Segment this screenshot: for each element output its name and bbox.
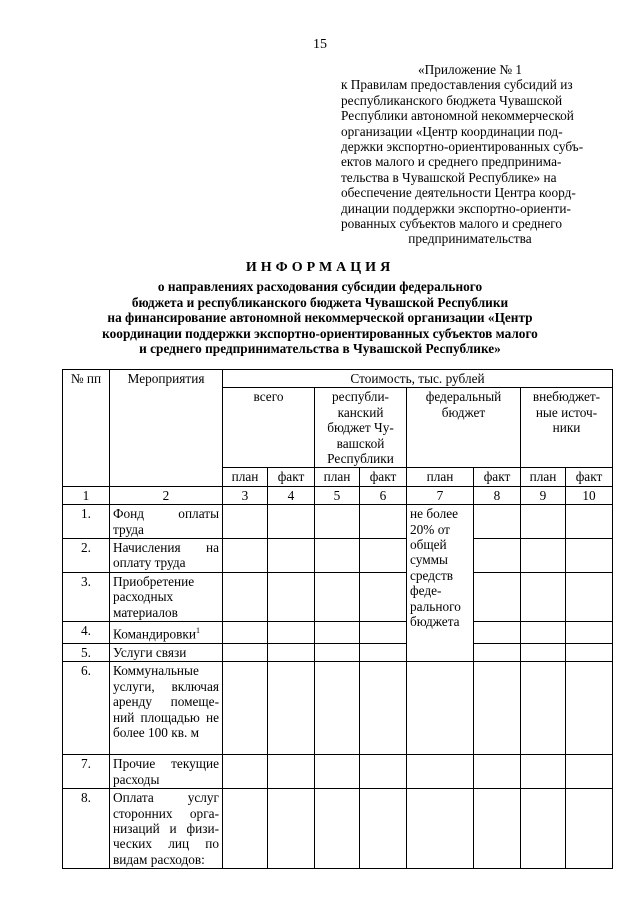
federal-note: не более 20% от общей суммы средств феде-рального бюджета xyxy=(407,505,474,662)
column-number: 5 xyxy=(315,486,360,504)
cell xyxy=(474,505,521,539)
table-row xyxy=(63,789,613,869)
cell xyxy=(521,622,566,644)
appendix-line: ектов малого и среднего предпринима- xyxy=(341,154,562,170)
column-number: 3 xyxy=(223,486,268,504)
cell xyxy=(360,572,407,621)
cell xyxy=(566,662,613,755)
cell xyxy=(268,662,315,755)
cell xyxy=(315,755,360,789)
subtitle-line: координации поддержки экспортно-ориентированных субъектов малого xyxy=(102,325,538,341)
table-row xyxy=(63,643,613,661)
cell xyxy=(521,789,566,869)
cell xyxy=(360,755,407,789)
appendix-block xyxy=(341,62,599,247)
cell xyxy=(223,505,268,539)
cell xyxy=(360,622,407,644)
cell xyxy=(474,572,521,621)
cell xyxy=(268,572,315,621)
cell xyxy=(407,662,474,755)
column-number: 2 xyxy=(110,486,223,504)
cell xyxy=(474,755,521,789)
cell xyxy=(315,539,360,573)
header-plan: план xyxy=(315,468,360,486)
cell xyxy=(268,643,315,661)
table-row xyxy=(63,572,613,621)
appendix-line: предпринимательства xyxy=(408,231,532,247)
cell xyxy=(223,662,268,755)
subtitle-line: на финансирование автономной некоммерческой организации «Центр xyxy=(107,310,533,326)
cell xyxy=(521,662,566,755)
row-name: Оплата услуг сторонних орга-низаций и физи-ческих лиц по видам расходов: xyxy=(110,789,223,869)
expenses-table xyxy=(62,369,613,869)
cell xyxy=(566,539,613,573)
row-number: 8. xyxy=(63,789,110,869)
cell xyxy=(360,789,407,869)
cell xyxy=(268,755,315,789)
row-number: 4. xyxy=(63,622,110,644)
column-number: 6 xyxy=(360,486,407,504)
header-number: № пп xyxy=(63,370,110,487)
row-name: Начисления на оплату труда xyxy=(110,539,223,573)
row-name: Приобретение расходных материалов xyxy=(110,572,223,621)
cell xyxy=(474,643,521,661)
cell xyxy=(315,622,360,644)
appendix-line: рованных субъектов малого и среднего xyxy=(341,216,563,232)
cell xyxy=(315,643,360,661)
cell xyxy=(360,643,407,661)
header-republic-budget: республи-канский бюджет Чу-вашской Республики xyxy=(315,388,407,468)
row-number: 1. xyxy=(63,505,110,539)
appendix-line: Республики автономной некоммерческой xyxy=(341,108,574,124)
subtitle-line: о направлениях расходования субсидии федерального xyxy=(157,279,483,294)
cell xyxy=(474,539,521,573)
table-row xyxy=(63,539,613,573)
appendix-line: республиканского бюджета Чувашской xyxy=(341,92,563,108)
cell xyxy=(474,622,521,644)
column-number: 10 xyxy=(566,486,613,504)
row-name-cell xyxy=(110,622,223,644)
header-fact: факт xyxy=(566,468,613,486)
cell xyxy=(521,643,566,661)
cell xyxy=(566,755,613,789)
header-total: всего xyxy=(223,388,315,468)
header-fact: факт xyxy=(474,468,521,486)
header-plan: план xyxy=(521,468,566,486)
cell xyxy=(360,662,407,755)
appendix-line: к Правилам предоставления субсидий из xyxy=(341,77,573,93)
header-plan: план xyxy=(223,468,268,486)
document-title: ИНФОРМАЦИЯ xyxy=(245,260,395,275)
footnote-mark: 1 xyxy=(195,626,200,636)
cell xyxy=(268,789,315,869)
cell xyxy=(223,755,268,789)
cell xyxy=(360,505,407,539)
appendix-line: обеспечение деятельности Центра коорд- xyxy=(341,185,576,201)
cell xyxy=(223,789,268,869)
cell xyxy=(315,572,360,621)
cell xyxy=(474,662,521,755)
cell xyxy=(315,789,360,869)
row-number: 6. xyxy=(63,662,110,755)
cell xyxy=(315,505,360,539)
cell xyxy=(315,662,360,755)
header-events: Мероприятия xyxy=(110,370,223,487)
cell xyxy=(521,539,566,573)
column-number: 4 xyxy=(268,486,315,504)
cell xyxy=(521,755,566,789)
cell xyxy=(566,622,613,644)
table-row xyxy=(63,755,613,789)
header-federal-budget: федеральный бюджет xyxy=(407,388,521,468)
cell xyxy=(521,505,566,539)
column-number: 7 xyxy=(407,486,474,504)
cell xyxy=(566,572,613,621)
cell xyxy=(223,643,268,661)
cell xyxy=(407,789,474,869)
cell xyxy=(268,505,315,539)
column-number: 8 xyxy=(474,486,521,504)
table-row xyxy=(63,505,613,539)
appendix-line: организации «Центр координации под- xyxy=(341,123,563,139)
cell xyxy=(223,622,268,644)
header-fact: факт xyxy=(268,468,315,486)
header-extrabudgetary: внебюджет-ные источ-ники xyxy=(521,388,613,468)
cell xyxy=(223,572,268,621)
appendix-heading: «Приложение № 1 xyxy=(418,62,522,77)
cell xyxy=(566,505,613,539)
column-number: 1 xyxy=(63,486,110,504)
row-name: Коммунальные услуги, включая аренду помеще-ний площадью не более 100 кв. м xyxy=(110,662,223,755)
cell xyxy=(407,755,474,789)
appendix-line: держки экспортно-ориентированных субъ- xyxy=(341,139,584,155)
page-number: 15 xyxy=(313,37,327,52)
row-number: 2. xyxy=(63,539,110,573)
row-name: Услуги связи xyxy=(110,643,223,661)
header-cost: Стоимость, тыс. рублей xyxy=(223,370,613,388)
appendix-line: тельства в Чувашской Республике» на xyxy=(341,169,557,185)
cell xyxy=(360,539,407,573)
column-number: 9 xyxy=(521,486,566,504)
cell xyxy=(223,539,268,573)
appendix-line: динации поддержки экспортно-ориенти- xyxy=(341,200,571,216)
row-number: 3. xyxy=(63,572,110,621)
row-number: 5. xyxy=(63,643,110,661)
row-number: 7. xyxy=(63,755,110,789)
header-plan: план xyxy=(407,468,474,486)
cell xyxy=(474,789,521,869)
cell xyxy=(268,539,315,573)
cell xyxy=(268,622,315,644)
table-row xyxy=(63,622,613,644)
table-row xyxy=(63,662,613,755)
cell xyxy=(521,572,566,621)
document-subtitle xyxy=(100,279,540,357)
header-fact: факт xyxy=(360,468,407,486)
subtitle-line: бюджета и республиканского бюджета Чувашской Республики xyxy=(131,294,509,310)
cell xyxy=(566,789,613,869)
subtitle-line: и среднего предпринимательства в Чувашской Республике» xyxy=(139,341,501,357)
row-name: Прочие текущие расходы xyxy=(110,755,223,789)
row-name: Командировки xyxy=(113,626,196,642)
row-name: Фонд оплаты труда xyxy=(110,505,223,539)
cell xyxy=(566,643,613,661)
